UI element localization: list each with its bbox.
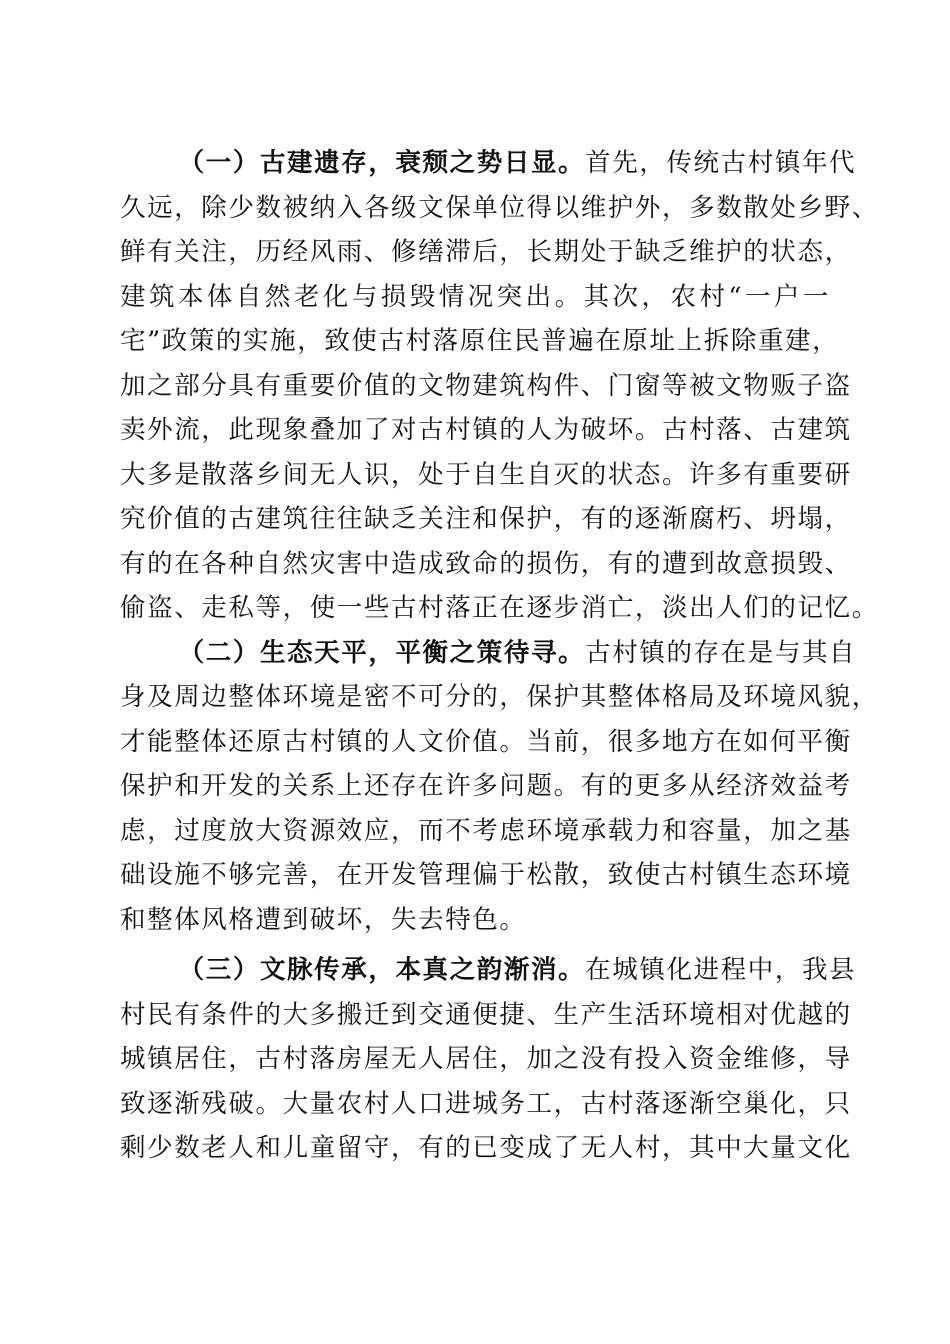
paragraph-1-line: 加之部分具有重要价值的文物建筑构件、门窗等被文物贩子盗 xyxy=(120,370,852,401)
paragraph-2-line: 身及周边整体环境是密不可分的，保护其整体格局及环境风貌， xyxy=(120,682,879,712)
paragraph-2-line-1 xyxy=(120,631,857,676)
paragraph-3-line: 城镇居住，古村落房屋无人居住，加之没有投入资金维修，导 xyxy=(120,1044,852,1074)
paragraph-3-line: 致逐渐残破。大量农村人口进城务工，古村落逐渐空巢化，只 xyxy=(120,1088,852,1119)
paragraph-1-line: 卖外流，此现象叠加了对古村镇的人为破坏。古村落、古建筑 xyxy=(120,415,852,445)
paragraph-2-text: 古村镇的存在是与其自 xyxy=(585,637,857,668)
paragraph-1-line: 偷盗、走私等，使一些古村落正在逐步消亡，淡出人们的记忆。 xyxy=(120,593,879,623)
paragraph-2-line: 保护和开发的关系上还存在许多问题。有的更多从经济效益考 xyxy=(120,771,852,801)
paragraph-1-text: 首先，传统古村镇年代 xyxy=(585,148,857,178)
section-2-heading: （二）生态天平，平衡之策待寻。 xyxy=(178,637,586,668)
section-1-heading: （一）古建遗存，衰颓之势日显。 xyxy=(178,148,586,178)
section-3-heading: （三）文脉传承，本真之韵渐消。 xyxy=(178,955,586,985)
paragraph-1-line: 建筑本体自然老化与损毁情况突出。其次，农村“一户一 xyxy=(120,281,830,312)
paragraph-1-line: 大多是散落乡间无人识，处于自生自灭的状态。许多有重要研 xyxy=(120,459,852,490)
paragraph-3-line: 村民有条件的大多搬迁到交通便捷、生产生活环境相对优越的 xyxy=(120,999,852,1030)
paragraph-1-line-1 xyxy=(120,141,857,186)
paragraph-3-line: 剩少数老人和儿童留守，有的已变成了无人村，其中大量文化 xyxy=(120,1133,852,1163)
paragraph-2-line: 础设施不够完善，在开发管理偏于松散，致使古村镇生态环境 xyxy=(120,860,852,890)
document-body xyxy=(120,141,879,1171)
paragraph-1-line: 鲜有关注，历经风雨、修缮滞后，长期处于缺乏维护的状态， xyxy=(120,237,852,267)
paragraph-1-line: 久远，除少数被纳入各级文保单位得以维护外，多数散处乡野、 xyxy=(120,192,879,223)
paragraph-2-line: 和整体风格遭到破坏，失去特色。 xyxy=(120,904,527,935)
paragraph-3-text: 在城镇化进程中，我县 xyxy=(585,955,857,985)
paragraph-1-line: 宅”政策的实施，致使古村落原住民普遍在原址上拆除重建， xyxy=(120,326,840,356)
paragraph-2-line: 才能整体还原古村镇的人文价值。当前，很多地方在如何平衡 xyxy=(120,726,852,757)
paragraph-1-line: 究价值的古建筑往往缺乏关注和保护，有的逐渐腐朽、坍塌， xyxy=(120,504,852,534)
paragraph-3-line-1 xyxy=(120,948,857,993)
paragraph-2-line: 虑，过度放大资源效应，而不考虑环境承载力和容量，加之基 xyxy=(120,815,852,846)
paragraph-1-line: 有的在各种自然灾害中造成致命的损伤，有的遭到故意损毁、 xyxy=(120,548,852,579)
